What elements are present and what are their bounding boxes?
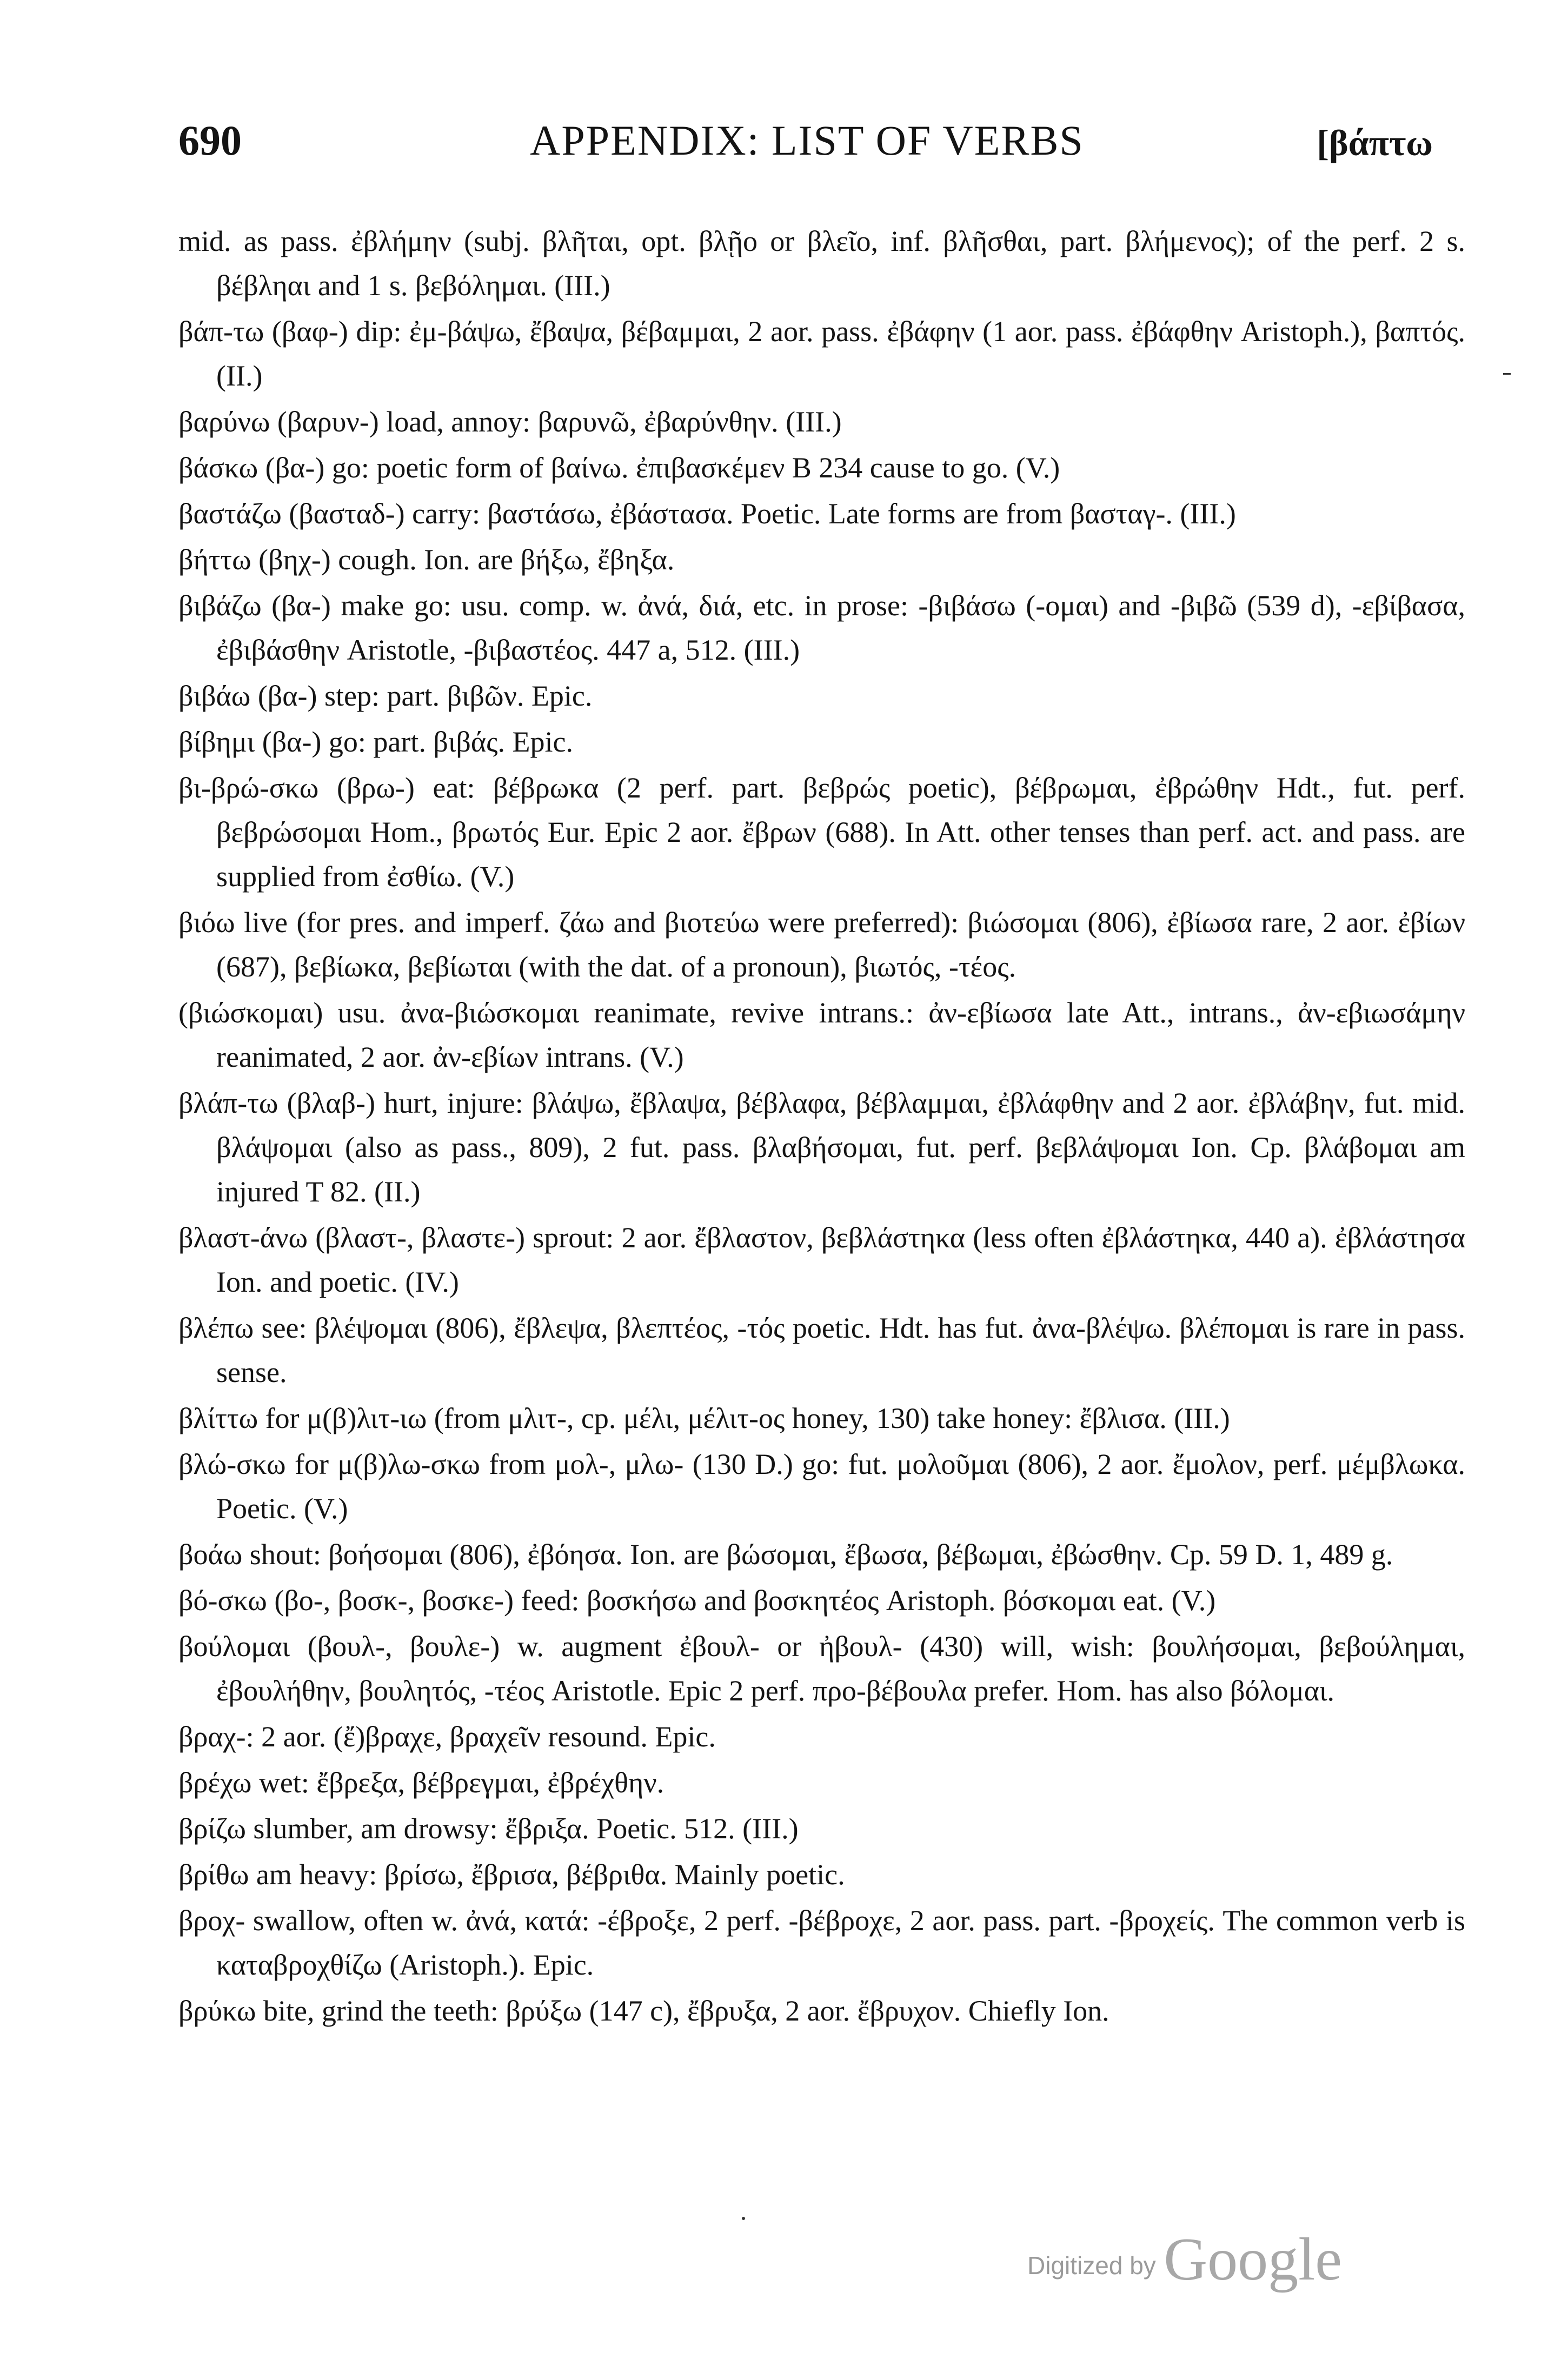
- verb-entry: βοάω shout: βοήσομαι (806), ἐβόησα. Ion. are βώσομαι, ἔβωσα, βέβωμαι, ἐβώσθην. Cp. 59 D. 1, 489 g.: [178, 1538, 1393, 1571]
- print-speck: [742, 2217, 745, 2220]
- verb-entry: βλίττω for μ(β)λιτ-ιω (from μλιτ-, cp. μέλι, μέλιτ-ος honey, 130) take honey: ἔβλισα. (III.): [178, 1402, 1230, 1434]
- verb-entry: βρύκω bite, grind the teeth: βρύξω (147 c), ἔβρυξα, 2 aor. ἔβρυχον. Chiefly Ion.: [178, 1995, 1109, 2027]
- digitization-watermark: [1027, 2225, 1342, 2295]
- verb-entry: βρίζω slumber, am drowsy: ἔβριξα. Poetic. 512. (III.): [178, 1812, 799, 1845]
- google-logo: Google: [1164, 2226, 1342, 2293]
- verb-entry: mid. as pass. ἐβλήμην (subj. βλῆται, opt. βλῇο or βλεῖο, inf. βλῆσθαι, part. βλήμενος); of the perf. 2 s. βέβληαι and 1 s. βεβόλημαι. (III.): [178, 225, 1465, 302]
- verb-entry: βάπ-τω (βαφ-) dip: ἐμ-βάψω, ἔβαψα, βέβαμμαι, 2 aor. pass. ἐβάφην (1 aor. pass. ἐβάφθην Aristoph.), βαπτός. (II.): [178, 315, 1465, 392]
- verb-entry: βιόω live (for pres. and imperf. ζάω and βιοτεύω were preferred): βιώσομαι (806), ἐβίωσα rare, 2 aor. ἐβίων (687), βεβίωκα, βεβίωται (with the dat. of a pronoun), βιωτός, -τέος.: [178, 906, 1465, 983]
- catchword: [βάπτω: [1317, 122, 1433, 163]
- verb-entry: βαστάζω (βασταδ-) carry: βαστάσω, ἐβάστασα. Poetic. Late forms are from βασταγ-. (III.): [178, 497, 1236, 530]
- margin-mark: [1503, 373, 1511, 375]
- page-header: [178, 116, 1476, 176]
- verb-entry: βλάπ-τω (βλαβ-) hurt, injure: βλάψω, ἔβλαψα, βέβλαφα, βέβλαμμαι, ἐβλάφθην and 2 aor. ἐβλάβην, fut. mid. βλάψομαι (also as pass., 809), 2 fut. pass. βλαβήσομαι, fut. perf. βεβλάψομαι Ion. Cp. βλάβομαι am injured T 82. (II.): [178, 1087, 1465, 1208]
- verb-entry: βρέχω wet: ἔβρεξα, βέβρεγμαι, ἐβρέχθην.: [178, 1766, 665, 1799]
- verb-entry: (βιώσκομαι) usu. ἀνα-βιώσκομαι reanimate, revive intrans.: ἀν-εβίωσα late Att., intrans., ἀν-εβιωσάμην reanimated, 2 aor. ἀν-εβίων intrans. (V.): [178, 996, 1465, 1073]
- verb-entry: βιβάζω (βα-) make go: usu. comp. w. ἀνά, διά, etc. in prose: -βιβάσω (-ομαι) and -βιβῶ (539 d), -εβίβασα, ἐβιβάσθην Aristotle, -βιβαστέος. 447 a, 512. (III.): [178, 589, 1465, 666]
- verb-entry: βιβάω (βα-) step: part. βιβῶν. Epic.: [178, 680, 593, 712]
- verb-list: [178, 219, 1465, 2192]
- verb-entry: βλώ-σκω for μ(β)λω-σκω from μολ-, μλω- (130 D.) go: fut. μολοῦμαι (806), 2 aor. ἔμολον, perf. μέμβλωκα. Poetic. (V.): [178, 1448, 1465, 1525]
- verb-entry: βροχ- swallow, often w. ἀνά, κατά: -έβροξε, 2 perf. -βέβροχε, 2 aor. pass. part. -βροχείς. The common verb is καταβροχθίζω (Aristoph.). Epic.: [178, 1904, 1465, 1981]
- verb-entry: βλαστ-άνω (βλαστ-, βλαστε-) sprout: 2 aor. ἔβλαστον, βεβλάστηκα (less often ἐβλάστηκα, 440 a). ἐβλάστησα Ion. and poetic. (IV.): [178, 1221, 1465, 1298]
- verb-entry: βαρύνω (βαρυν-) load, annoy: βαρυνῶ, ἐβαρύνθην. (III.): [178, 406, 842, 438]
- verb-entry: βήττω (βηχ-) cough. Ion. are βήξω, ἔβηξα.: [178, 543, 675, 576]
- page-number: 690: [178, 117, 242, 164]
- verb-entry: βραχ-: 2 aor. (ἔ)βραχε, βραχεῖν resound. Epic.: [178, 1720, 716, 1753]
- verb-entry: βίβημι (βα-) go: part. βιβάς. Epic.: [178, 726, 573, 758]
- verb-entry: βρίθω am heavy: βρίσω, ἔβρισα, βέβριθα. Mainly poetic.: [178, 1858, 845, 1891]
- verb-entry: βό-σκω (βο-, βοσκ-, βοσκε-) feed: βοσκήσω and βοσκητέος Aristoph. βόσκομαι eat. (V.): [178, 1584, 1216, 1617]
- verb-entry: βλέπω see: βλέψομαι (806), ἔβλεψα, βλεπτέος, -τός poetic. Hdt. has fut. ἀνα-βλέψω. βλέπομαι is rare in pass. sense.: [178, 1312, 1465, 1388]
- digitized-by-label: Digitized by: [1027, 2251, 1156, 2280]
- running-title: APPENDIX: LIST OF VERBS: [530, 117, 1084, 164]
- verb-entry: βούλομαι (βουλ-, βουλε-) w. augment ἐβουλ- or ἠβουλ- (430) will, wish: βουλήσομαι, βεβούλημαι, ἐβουλήθην, βουλητός, -τέος Aristotle. Epic 2 perf. προ-βέβουλα prefer. Hom. has also βόλομαι.: [178, 1630, 1465, 1707]
- verb-entry: βάσκω (βα-) go: poetic form of βαίνω. ἐπιβασκέμεν B 234 cause to go. (V.): [178, 451, 1060, 484]
- verb-entry: βι-βρώ-σκω (βρω-) eat: βέβρωκα (2 perf. part. βεβρώς poetic), βέβρωμαι, ἐβρώθην Hdt., fut. perf. βεβρώσομαι Hom., βρωτός Eur. Epic 2 aor. ἔβρων (688). In Att. other tenses than perf. act. and pass. are supplied from ἐσθίω. (V.): [178, 772, 1465, 893]
